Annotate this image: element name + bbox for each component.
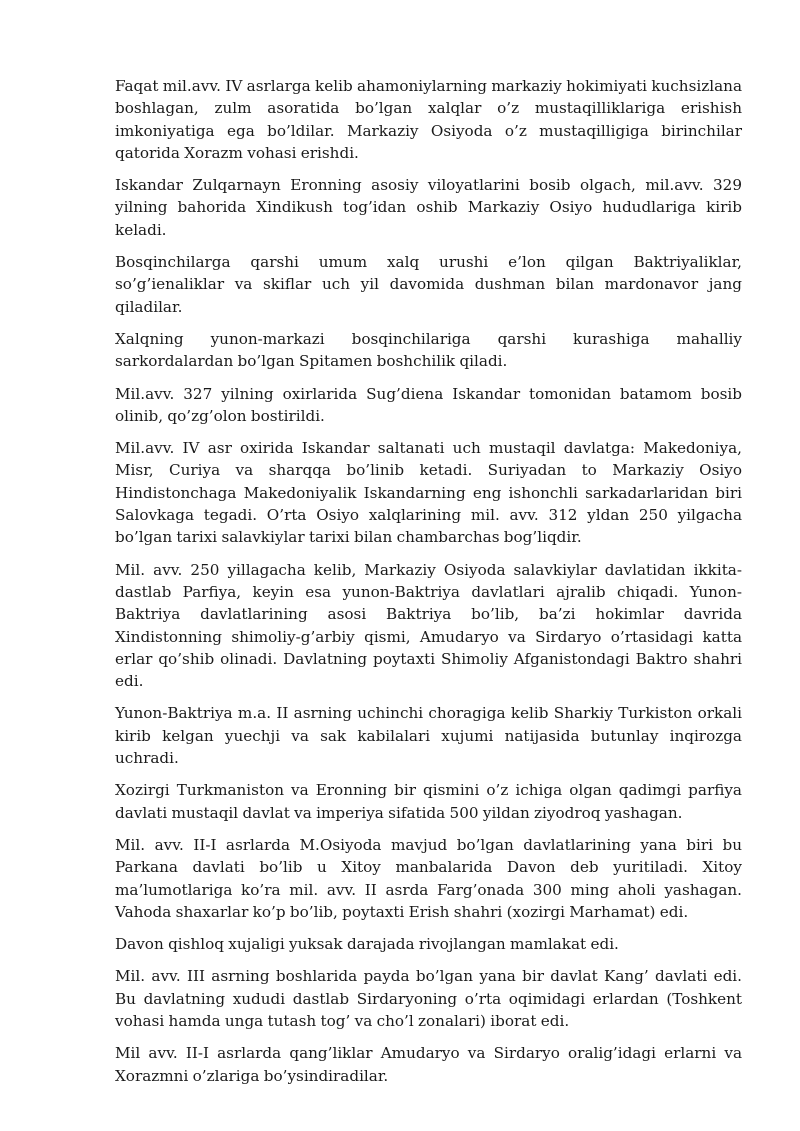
paragraph: Mil. avv. 250 yillagacha kelib, Markaziy Osiyoda salavkiylar davlatidan ikkita-dastlab Parfiya, keyin esa yunon-Baktriya davlatlari ajralib chiqadi. Yunon-Baktriya davlatlarining asosi Baktriya bo’lib, ba’zi hokimlar davrida Xindistonning shimoliy-g’arbiy qismi, Amudaryo va Sirdaryo o’rtasidagi katta erlar qo’shib olinadi. Davlatning poytaxti Shimoliy Afganistondagi Baktro shahri edi.: [115, 560, 742, 691]
paragraph: Bosqinchilarga qarshi umum xalq urushi e’lon qilgan Baktriyaliklar, so’g’ienaliklar va skiflar uch yil davomida dushman bilan mardonavor jang qiladilar.: [115, 253, 742, 316]
paragraph: Mil. avv. II-I asrlarda M.Osiyoda mavjud bo’lgan davlatlarining yana biri bu Parkana davlati bo’lib u Xitoy manbalarida Davon deb yuritiladi. Xitoy ma’lumotlariga ko’ra mil. avv. II asrda Farg’onada 300 ming aholi yashagan. Vahoda shaxarlar ko’p bo’lib, poytaxti Erish shahri (xozirgi Marhamat) edi.: [115, 835, 742, 921]
paragraph: Faqat mil.avv. IV asrlarga kelib ahamoniylarning markaziy hokimiyati kuchsizlana boshlagan, zulm asoratida bo’lgan xalqlar o’z mustaqilliklariga erishish imkoniyatiga ega bo’ldilar. Markaziy Osiyoda o’z mustaqilligiga birinchilar qatorida Xorazm vohasi erishdi.: [115, 77, 742, 162]
paragraph: Mil.avv. 327 yilning oxirlarida Sug’diena Iskandar tomonidan batamom bosib olinib, qo’zg’olon bostirildi.: [115, 384, 742, 425]
paragraph: Davon qishloq xujaligi yuksak darajada rivojlangan mamlakat edi.: [115, 935, 619, 954]
paragraph: Xozirgi Turkmaniston va Eronning bir qismini o’z ichiga olgan qadimgi parfiya davlati mustaqil davlat va imperiya sifatida 500 yildan ziyodroq yashagan.: [115, 781, 742, 822]
paragraph: Mil. avv. III asrning boshlarida payda bo’lgan yana bir davlat Kang’ davlati edi. Bu davlatning xududi dastlab Sirdaryoning o’rta oqimidagi erlardan (Toshkent vohasi hamda unga tutash tog’ va cho’l zonalari) iborat edi.: [115, 967, 742, 1030]
paragraph: Mil avv. II-I asrlarda qang’liklar Amudaryo va Sirdaryo oralig’idagi erlarni va Xorazmni o’zlariga bo’ysindiradilar.: [115, 1044, 742, 1085]
paragraph: Xalqning yunon-markazi bosqinchilariga qarshi kurashiga mahalliy sarkordalardan bo’lgan Spitamen boshchilik qiladi.: [115, 329, 742, 371]
paragraph: Yunon-Baktriya m.a. II asrning uchinchi choragiga kelib Sharkiy Turkiston orkali kirib kelgan yuechji va sak kabilalari xujumi natijasida butunlay inqirozga uchradi.: [115, 704, 742, 768]
paragraph: Mil.avv. IV asr oxirida Iskandar saltanati uch mustaqil davlatga: Makedoniya, Misr, Curiya va sharqqa bo’linib ketadi. Suriyadan to Markaziy Osiyo Hindistonchaga Makedoniyalik Iskandarning eng ishonchli sarkadarlaridan biri Salovkaga tegadi. O’rta Osiyo xalqlarining mil. avv. 312 yldan 250 yilgacha bo’lgan tarixi salavkiylar tarixi bilan chambarchas bog’liqdir.: [115, 439, 742, 547]
document-page: [115, 75, 742, 1097]
paragraph: Iskandar Zulqarnayn Eronning asosiy viloyatlarini bosib olgach, mil.avv. 329 yilning bahorida Xindikush tog’idan oshib Markaziy Osiyo hududlariga kirib keladi.: [115, 176, 742, 239]
